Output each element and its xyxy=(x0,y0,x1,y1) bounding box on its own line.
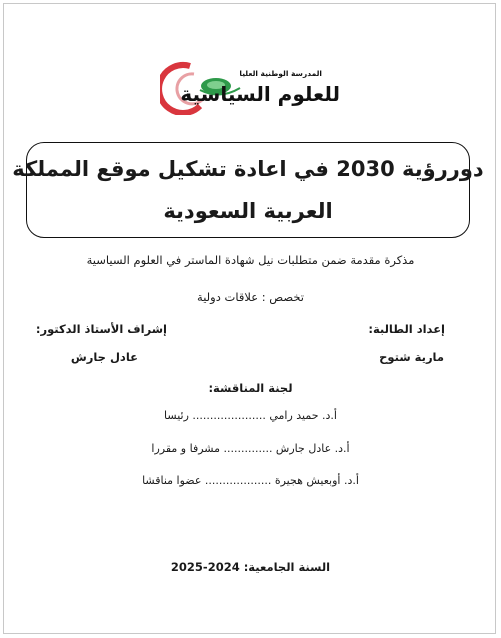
title-box xyxy=(12,142,484,238)
academic-year: السنة الجامعية: 2024-2025 xyxy=(170,560,331,574)
specialty: تخصص : علاقات دولية xyxy=(197,290,304,304)
committee-title: لجنة المناقشة: xyxy=(208,381,293,395)
title-line-2: العربية السعودية xyxy=(163,199,333,223)
supervisor-label: إشراف الأستاذ الدكتور: xyxy=(35,322,167,336)
committee-member: أ.د. أوبعيش هجيرة ................... عضوا مناقشا xyxy=(142,474,359,487)
thesis-subtitle: مذكرة مقدمة ضمن متطلبات نيل شهادة الماستر في العلوم السياسية xyxy=(86,253,415,267)
committee-member: أ.د. حميد رامي ..................... رئيسا xyxy=(164,409,337,422)
student-label: إعداد الطالبة: xyxy=(368,322,445,336)
logo-text-main: للعلوم السياسية xyxy=(180,82,340,106)
school-logo xyxy=(160,60,350,115)
logo-text-top: المدرسة الوطنية العليا xyxy=(239,69,322,78)
title-line-1: دوررؤية 2030 في اعادة تشكيل موقع المملكة xyxy=(12,157,484,181)
committee-member: أ.د. عادل جارش .............. مشرفا و مقررا xyxy=(151,442,350,455)
student-name: مارية شتوح xyxy=(379,350,444,364)
supervisor-name: عادل جارش xyxy=(70,350,138,364)
